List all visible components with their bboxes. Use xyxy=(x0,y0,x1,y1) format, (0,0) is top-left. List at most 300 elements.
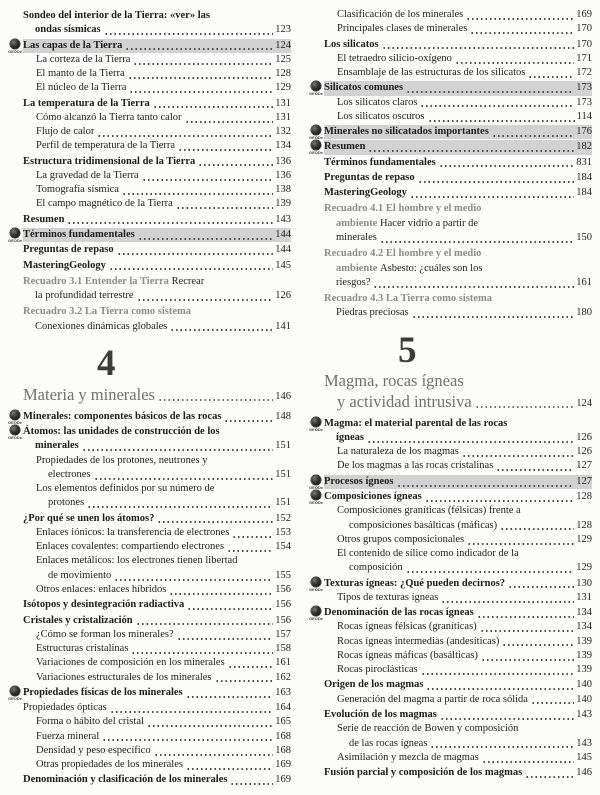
toc-line xyxy=(324,417,592,431)
entry-text-seg: Recrear xyxy=(171,275,205,287)
toc-line xyxy=(36,67,291,81)
geode-icon-label: GEODe xyxy=(8,435,23,441)
toc-line xyxy=(337,459,592,473)
page-number: 140 xyxy=(576,679,592,691)
page-number: 139 xyxy=(576,649,592,661)
page-number: 161 xyxy=(576,276,592,288)
entry-text-seg: Los silicatos claros xyxy=(337,96,418,108)
entry-text xyxy=(23,385,155,405)
dot-leader xyxy=(94,478,274,480)
dot-leader xyxy=(227,550,273,552)
toc-column-left xyxy=(10,8,291,791)
dot-leader xyxy=(367,441,574,443)
entry-text xyxy=(337,547,519,561)
toc-entry xyxy=(324,202,592,245)
dot-leader xyxy=(455,62,574,64)
toc-entry xyxy=(324,766,592,780)
entry-text xyxy=(36,628,174,642)
entry-text-seg: Composiciones ígneas xyxy=(324,491,422,502)
geode-disc-icon xyxy=(311,475,321,485)
toc-line xyxy=(23,439,291,453)
dot-leader xyxy=(137,299,274,301)
toc-entry xyxy=(309,577,592,592)
geode-icon-label: GEODe xyxy=(8,237,23,243)
toc-line xyxy=(324,125,592,139)
entry-text-seg: Forma o hábito del cristal xyxy=(36,716,144,728)
page-number: 155 xyxy=(275,569,291,581)
entry-text xyxy=(35,289,134,303)
page-number: 151 xyxy=(275,440,291,452)
entry-text xyxy=(336,276,370,290)
toc-line xyxy=(23,259,291,273)
chapter-number: 5 xyxy=(398,329,417,371)
entry-text xyxy=(324,125,489,139)
dot-leader xyxy=(406,571,575,573)
entry-text xyxy=(36,197,173,211)
toc-entry xyxy=(324,186,592,200)
toc-entry xyxy=(309,125,592,141)
entry-text-seg: Composiciones graníticas (félsicas) frente a xyxy=(337,505,521,517)
dot-leader xyxy=(410,196,574,198)
toc-line xyxy=(337,533,592,547)
toc-line xyxy=(337,649,592,663)
toc-line xyxy=(337,620,592,634)
toc-entry xyxy=(36,454,291,483)
chapter-number: 4 xyxy=(97,342,116,384)
entry-text-seg: ambiente xyxy=(336,262,381,274)
page-number: 139 xyxy=(576,664,592,676)
dot-leader xyxy=(147,725,273,727)
toc-line xyxy=(324,306,592,320)
dot-leader xyxy=(186,696,274,698)
dot-leader xyxy=(466,18,574,20)
entry-text xyxy=(36,758,183,772)
entry-text xyxy=(324,766,522,780)
entry-text-seg: Hacer vidrio a partir de xyxy=(380,217,478,229)
toc-line xyxy=(36,169,291,183)
toc-entry xyxy=(36,715,291,729)
dot-leader xyxy=(440,718,574,720)
toc-line xyxy=(337,635,592,649)
entry-text-seg: Preguntas de repaso xyxy=(23,244,114,256)
geode-disc-icon xyxy=(10,686,20,696)
entry-text xyxy=(36,744,151,758)
entry-text xyxy=(324,577,505,591)
toc-entry xyxy=(23,243,291,257)
geode-icon xyxy=(309,81,323,96)
toc-line xyxy=(324,392,592,412)
entry-text xyxy=(23,275,204,289)
toc-line xyxy=(23,614,291,628)
entry-text-seg: Texturas ígneas: ¿Qué pueden decirnos? xyxy=(324,577,506,589)
toc-entry xyxy=(324,156,592,170)
toc-entry xyxy=(36,482,291,511)
geode-disc-icon xyxy=(10,425,20,435)
dot-leader xyxy=(178,149,273,151)
entry-text-seg: Ensamblaje de las estructuras de los silicatos xyxy=(337,67,526,79)
page-number: 131 xyxy=(275,97,291,109)
dot-leader xyxy=(421,673,574,675)
dot-leader xyxy=(187,608,273,610)
geode-icon-label: GEODe xyxy=(8,419,23,425)
entry-text-seg: Sondeo del interior de la Tierra: «ver» las xyxy=(23,10,210,21)
entry-text-seg: Tipos de texturas ígneas xyxy=(337,591,439,603)
dot-leader xyxy=(109,268,273,270)
geode-icon xyxy=(309,606,323,621)
page-number: 156 xyxy=(275,614,291,626)
dot-leader xyxy=(482,761,575,763)
geode-icon-label: GEODe xyxy=(8,48,23,54)
entry-text-seg: electrones xyxy=(48,468,91,480)
toc-entry xyxy=(324,678,592,692)
toc-line xyxy=(324,247,592,261)
toc-entry xyxy=(23,275,291,304)
entry-text xyxy=(349,561,403,575)
page-number: 158 xyxy=(275,643,291,655)
toc-entry xyxy=(337,722,592,751)
entry-text-seg: Otros enlaces: enlaces híbridos xyxy=(36,584,167,595)
page-number: 184 xyxy=(576,171,592,183)
toc-line xyxy=(324,38,592,52)
toc-line xyxy=(324,276,592,290)
dot-leader xyxy=(528,76,574,78)
dot-leader xyxy=(154,754,274,756)
entry-text xyxy=(36,67,125,81)
dot-leader xyxy=(87,506,273,508)
toc-line xyxy=(324,475,592,489)
toc-line xyxy=(324,140,592,154)
toc-line xyxy=(337,66,592,80)
entry-text xyxy=(36,81,126,95)
dot-leader xyxy=(142,179,274,181)
entry-text-seg: La gravedad de la Tierra xyxy=(36,169,139,181)
page-number: 127 xyxy=(576,475,592,487)
toc-line xyxy=(324,766,592,780)
toc-line xyxy=(36,111,291,125)
entry-text xyxy=(337,533,464,547)
toc-line xyxy=(337,591,592,605)
entry-text-seg: Magma: el material parental de las rocas xyxy=(324,417,508,429)
toc-line xyxy=(337,504,592,518)
page-number: 168 xyxy=(275,744,291,756)
entry-text-seg: Recuadro 4.2 El hombre y el medio xyxy=(324,248,482,260)
toc-line xyxy=(324,231,592,245)
page-number: 134 xyxy=(576,607,592,619)
geode-icon-label: GEODe xyxy=(309,426,324,432)
page-number: 129 xyxy=(275,82,291,94)
toc-entry xyxy=(337,22,592,36)
entry-text-seg: de movimiento xyxy=(48,569,112,581)
toc-entry xyxy=(337,693,592,707)
toc-entry xyxy=(337,620,592,634)
toc-line xyxy=(337,519,592,533)
page-number: 126 xyxy=(576,446,592,458)
entry-text-seg: MasteringGeology xyxy=(23,259,106,271)
dot-leader xyxy=(157,521,273,523)
toc-line xyxy=(23,97,291,111)
entry-text xyxy=(36,183,119,197)
entry-text-seg: Los silicatos oscuros xyxy=(337,110,425,122)
entry-text xyxy=(23,213,64,227)
dot-leader xyxy=(131,652,273,654)
entry-text xyxy=(36,169,139,183)
toc-line xyxy=(36,468,291,482)
toc-line xyxy=(337,22,592,36)
geode-disc-icon xyxy=(10,39,20,49)
entry-text-seg: El manto de la Tierra xyxy=(36,68,125,80)
entry-text xyxy=(324,247,481,261)
toc-entry xyxy=(337,547,592,576)
dot-leader xyxy=(125,48,273,50)
entry-text-seg: Asimilación y mezcla de magmas xyxy=(337,751,479,763)
entry-text-seg: Preguntas de repaso xyxy=(324,171,415,183)
entry-text-seg: Propiedades físicas de los minerales xyxy=(23,686,183,698)
entry-text xyxy=(337,66,525,80)
entry-text xyxy=(337,110,425,124)
toc-line xyxy=(324,202,592,216)
page-number: 169 xyxy=(275,774,291,786)
dot-leader xyxy=(117,253,274,255)
geode-icon-label: GEODe xyxy=(309,135,324,141)
geode-disc-icon xyxy=(311,81,321,91)
toc-line xyxy=(324,708,592,722)
toc-entry xyxy=(36,671,291,685)
toc-line xyxy=(23,512,291,526)
toc-entry xyxy=(36,67,291,81)
entry-text-seg: Átomos: las unidades de construcción de los xyxy=(23,426,220,438)
page-number: 128 xyxy=(275,68,291,80)
dot-leader xyxy=(198,164,273,166)
entry-text xyxy=(324,475,394,489)
entry-text-seg: De los magmas a las rocas cristalinas xyxy=(337,460,494,472)
entry-text-seg: ¿Cómo se forman los minerales? xyxy=(36,628,174,640)
page-number: 123 xyxy=(275,24,291,36)
toc-line xyxy=(36,554,291,568)
entry-text xyxy=(337,591,438,605)
page-number: 165 xyxy=(275,716,291,728)
dot-leader xyxy=(428,120,575,122)
entry-text-seg: El núcleo de la Tierra xyxy=(36,82,127,94)
entry-text-seg: Clasificación de los minerales xyxy=(337,9,464,20)
dot-leader xyxy=(153,106,273,108)
entry-text xyxy=(337,22,467,36)
page-number: 176 xyxy=(576,126,592,138)
geode-icon xyxy=(309,140,323,155)
dot-leader xyxy=(368,150,574,152)
toc-entry xyxy=(324,708,592,722)
entry-text-seg: Las capas de la Tierra xyxy=(23,39,123,51)
page-number: 156 xyxy=(275,599,291,611)
entry-text-seg: Cómo alcanzó la Tierra tanto calor xyxy=(36,111,182,123)
entry-text-seg: protones xyxy=(48,497,85,509)
chapter-title xyxy=(324,371,592,411)
dot-leader xyxy=(496,469,574,471)
entry-text xyxy=(324,38,379,52)
toc-line xyxy=(23,385,291,405)
page-number: 168 xyxy=(275,730,291,742)
page-number: 141 xyxy=(275,320,291,332)
dot-leader xyxy=(420,105,574,107)
dot-leader xyxy=(397,485,575,487)
entry-text-seg: Recuadro 3.2 La Tierra como sistema xyxy=(23,306,191,318)
entry-text xyxy=(324,371,464,391)
entry-text-seg: Tomografía sísmica xyxy=(36,184,119,196)
geode-icon-label: GEODe xyxy=(309,150,324,156)
toc-line xyxy=(337,96,592,110)
entry-text-seg: Resumen xyxy=(324,141,366,153)
dot-leader xyxy=(412,316,575,318)
toc-line xyxy=(23,23,291,37)
entry-text xyxy=(324,156,436,170)
toc-line xyxy=(36,758,291,772)
entry-text xyxy=(36,642,128,656)
entry-text-seg: Variaciones de composición en los minerales xyxy=(36,657,225,669)
toc-entry xyxy=(337,533,592,547)
page-number: 114 xyxy=(576,110,592,122)
geode-icon xyxy=(309,417,323,432)
toc-line xyxy=(36,482,291,496)
entry-text-seg: ambiente xyxy=(336,217,381,229)
entry-text xyxy=(23,9,210,23)
toc-entry xyxy=(36,169,291,183)
page-number: 125 xyxy=(275,53,291,65)
entry-text-seg: MasteringGeology xyxy=(324,187,407,199)
page-number: 152 xyxy=(275,512,291,524)
page-number: 129 xyxy=(576,562,592,574)
toc-entry xyxy=(8,686,291,701)
toc-line xyxy=(324,577,592,591)
entry-text-seg: Rocas piroclásticas xyxy=(337,664,418,676)
toc-entry xyxy=(337,635,592,649)
entry-text-seg: Asbesto: ¿cuáles son los xyxy=(380,262,483,274)
dot-leader xyxy=(122,193,273,195)
page-number: 131 xyxy=(275,111,291,123)
dot-leader xyxy=(373,286,574,288)
entry-text-seg: Piedras preciosas xyxy=(336,307,409,319)
entry-text xyxy=(324,202,481,216)
dot-leader xyxy=(169,593,273,595)
entry-text xyxy=(337,649,478,663)
entry-text-seg: Enlaces metálicos: los electrones tienen libertad xyxy=(36,555,238,567)
entry-text-seg: Propiedades de los protones, neutrones y xyxy=(36,454,208,466)
entry-text-seg: de las rocas ígneas xyxy=(349,737,428,749)
entry-text-seg: Enlaces covalentes: compartiendo electrones xyxy=(36,541,225,553)
toc-line xyxy=(23,425,291,439)
dot-leader xyxy=(500,528,574,530)
entry-text-seg: Perfil de temperatura de la Tierra xyxy=(36,140,176,152)
entry-text xyxy=(36,540,224,554)
entry-text xyxy=(48,468,91,482)
entry-text xyxy=(35,23,101,37)
page-number: 130 xyxy=(576,577,592,589)
entry-text xyxy=(36,53,130,67)
entry-text-seg: Otros grupos composicionales xyxy=(337,533,465,545)
entry-text-seg: Estructuras cristalinas xyxy=(36,643,129,655)
geode-icon xyxy=(309,475,323,490)
toc-line xyxy=(324,292,592,306)
dot-leader xyxy=(477,616,575,618)
entry-text-seg: Isótopos y desintegración radiactiva xyxy=(23,599,185,611)
entry-text xyxy=(23,701,107,715)
toc-line xyxy=(23,598,291,612)
page-number: 164 xyxy=(275,702,291,714)
page-number: 128 xyxy=(576,519,592,531)
entry-text xyxy=(23,598,184,612)
entry-text xyxy=(23,243,114,257)
toc-line xyxy=(324,606,592,620)
toc-entry xyxy=(36,81,291,95)
entry-text xyxy=(324,81,403,95)
page-number: 150 xyxy=(576,231,592,243)
entry-text-seg: minerales xyxy=(35,440,79,452)
dot-leader xyxy=(97,135,273,137)
page-number: 161 xyxy=(275,657,291,669)
toc-line xyxy=(324,217,592,231)
dot-leader xyxy=(467,543,574,545)
entry-text-seg: La temperatura de la Tierra xyxy=(23,97,150,109)
entry-text xyxy=(337,445,459,459)
toc-line xyxy=(324,156,592,170)
toc-entry xyxy=(36,656,291,670)
entry-text-seg: El campo magnético de la Tierra xyxy=(36,198,173,210)
entry-text xyxy=(337,635,499,649)
geode-disc-icon xyxy=(311,490,321,500)
entry-text-seg: Cristales y cristalización xyxy=(23,614,133,626)
toc-line xyxy=(324,431,592,445)
dot-leader xyxy=(114,579,273,581)
entry-text xyxy=(349,519,497,533)
entry-text xyxy=(336,306,409,320)
entry-text xyxy=(23,773,227,787)
toc-line xyxy=(23,410,291,424)
entry-text xyxy=(36,454,207,468)
toc-entry xyxy=(23,9,291,38)
toc-entry xyxy=(36,197,291,211)
toc-entry xyxy=(8,425,291,454)
toc-line xyxy=(23,275,291,289)
page-number: 143 xyxy=(576,708,592,720)
page-number: 170 xyxy=(576,23,592,35)
toc-entry xyxy=(36,744,291,758)
dot-leader xyxy=(382,47,575,49)
entry-text-seg: ígneas xyxy=(336,431,365,443)
page-number: 129 xyxy=(576,533,592,545)
entry-text xyxy=(36,583,166,597)
entry-text-seg: Recuadro 3.1 Entender la Tierra xyxy=(23,275,172,287)
toc-line xyxy=(23,701,291,715)
page-number: 144 xyxy=(275,228,291,240)
entry-text xyxy=(324,292,492,306)
entry-text-seg: Denominación y clasificación de los minerales xyxy=(23,774,228,786)
page-number: 148 xyxy=(275,410,291,422)
entry-text-seg: Conexiones dinámicas globales xyxy=(35,320,168,332)
toc-line xyxy=(337,737,592,751)
page-number: 139 xyxy=(576,635,592,647)
page-number: 145 xyxy=(576,751,592,763)
entry-text xyxy=(324,678,423,692)
dot-leader xyxy=(185,121,274,123)
toc-line xyxy=(23,243,291,257)
dot-leader xyxy=(102,739,273,741)
toc-line xyxy=(36,744,291,758)
toc-entry xyxy=(309,606,592,622)
entry-text-seg: Propiedades ópticas xyxy=(23,702,107,714)
toc-line xyxy=(337,110,592,124)
toc-entry xyxy=(309,475,592,490)
entry-text-seg: riesgos? xyxy=(336,276,371,288)
toc-entry xyxy=(23,259,291,273)
dot-leader xyxy=(82,449,274,451)
